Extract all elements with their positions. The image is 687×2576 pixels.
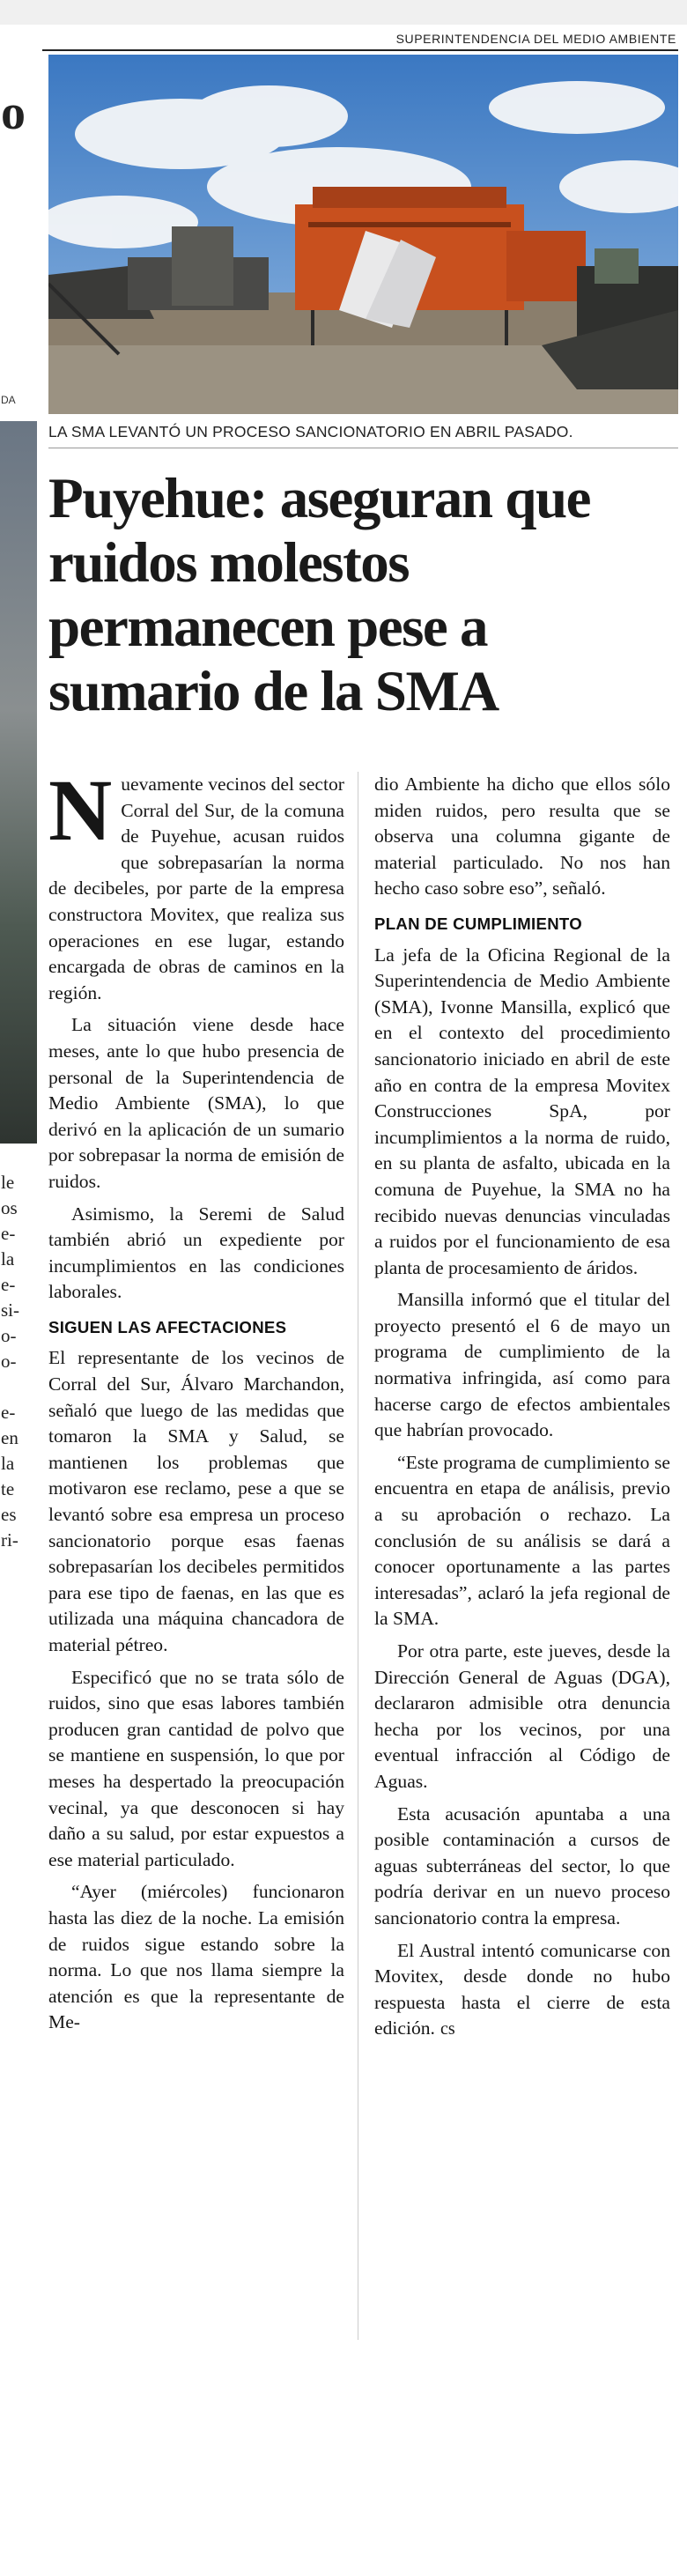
paragraph: La situación viene desde hace meses, ante lo que hubo presencia de personal de la Superintendencia de Medio Ambiente (SMA), lo que derivó en la aplicación de un sumario por sobrepasar la norma de emisión de ruidos. xyxy=(48,1014,344,1192)
article-column-2 xyxy=(374,772,670,2049)
fragment-line: es xyxy=(1,1504,17,1525)
fragment-line: te xyxy=(1,1478,15,1499)
paragraph xyxy=(48,761,344,1006)
paragraph-text: El Austral intentó comunicarse con Movitex, desde donde no hubo respuesta hasta el cierre de esta edición. xyxy=(374,1939,670,2039)
paragraph: “Este programa de cumplimiento se encuentra en etapa de análisis, previo a su aprobación o rechazo. La conclusión de su análisis se dará a conocer oportunamente a las partes interesadas”, aclaró la jefa regional de la SMA. xyxy=(374,1451,670,1630)
asphalt-plant-illustration xyxy=(48,55,678,414)
subheading: PLAN DE CUMPLIMIENTO xyxy=(374,914,583,933)
drop-cap: N xyxy=(48,761,113,859)
paragraph: Esta acusación apuntaba a una posible contaminación a cursos de aguas subterráneas del sector, lo que podría derivar en un nuevo proceso sancionatorio contra la empresa. xyxy=(374,1802,670,1928)
article-headline: Puyehue: aseguran que ruidos molestos permanecen pese a sumario de la SMA xyxy=(48,467,590,723)
fragment-line: e- xyxy=(1,1402,16,1423)
fragment-line: la xyxy=(1,1453,15,1474)
section-label: SUPERINTENDENCIA DEL MEDIO AMBIENTE xyxy=(395,32,676,46)
fragment-caption: DA xyxy=(1,394,16,406)
paragraph: Especificó que no se trata sólo de ruidos, sino que esas labores también producen gran cantidad de polvo que se mantiene en suspensión, lo que por meses ha despertado la preocupación vecinal, ya que desconocen si hay daño a su salud, por estar expuestos a ese material particulado. xyxy=(48,1666,344,1870)
article-column-1 xyxy=(48,761,344,2042)
fragment-line: o- xyxy=(1,1325,17,1346)
fragment-line: ri- xyxy=(1,1529,18,1551)
photo-caption: LA SMA LEVANTÓ UN PROCESO SANCIONATORIO EN ABRIL PASADO. xyxy=(48,423,573,440)
fragment-line: en xyxy=(1,1427,18,1448)
previous-page-strip xyxy=(0,0,687,25)
subheading: SIGUEN LAS AFECTACIONES xyxy=(48,1317,287,1336)
paragraph: “Ayer (miércoles) funcionaron hasta las diez de la noche. La emisión de ruidos sigue estando sobre la norma. Lo que nos llama siempre la atención es que la representante de Me- xyxy=(48,1881,344,2033)
fragment-line: la xyxy=(1,1248,15,1269)
paragraph: El representante de los vecinos de Corral del Sur, Álvaro Marchandon, señaló que luego de las medidas que tomaron la SMA y Salud, se mantienen los problemas que motivaron ese reclamo, pese a que se levantó sobre esa empresa un proceso sancionatorio porque esas faenas sobrepasarían los decibeles permitidos para ese tipo de faenas, en las que es utilizada una máquina chancadora de material pétreo. xyxy=(48,1347,344,1655)
paragraph: Mansilla informó que el titular del proyecto presentó el 6 de mayo un programa de cumplimiento de la normativa infringida, así como para hacerse cargo de efectos ambientales que habrían provocado. xyxy=(374,1289,670,1441)
article-photo xyxy=(48,55,678,414)
fragment-line: le xyxy=(1,1172,15,1193)
paragraph: Por otra parte, este jueves, desde la Dirección General de Aguas (DGA), declararon admisible otra denuncia hecha por los vecinos, por una eventual infracción al Código de Aguas. xyxy=(374,1640,670,1792)
adjacent-article-fragment xyxy=(0,25,37,2576)
fragment-line: o- xyxy=(1,1351,17,1372)
fragment-headline-letter: o xyxy=(1,85,26,140)
fragment-line: si- xyxy=(1,1299,19,1321)
paragraph: Asimismo, la Seremi de Salud también abrió un expediente por incumplimientos en las condiciones laborales. xyxy=(48,1203,344,1303)
paragraph xyxy=(374,1938,670,2043)
fragment-line: e- xyxy=(1,1274,16,1295)
fragment-line: e- xyxy=(1,1223,16,1244)
end-mark-icon: cs xyxy=(440,2019,455,2039)
top-rule xyxy=(42,49,678,51)
fragment-line: os xyxy=(1,1197,18,1218)
paragraph: La jefa de la Oficina Regional de la Superintendencia de Medio Ambiente (SMA), Ivonne Mansilla, explicó que en el contexto del procedimiento sancionatorio iniciado en abril de este año en contra de la empresa Movitex Construcciones SpA, por incumplimientos a la norma de ruido, en su planta de asfalto, ubicada en la comuna de Puyehue, la SMA no ha recibido nuevas denuncias vinculadas a ruidos por el funcionamiento de esa planta de procesamiento de áridos. xyxy=(374,944,670,1278)
fragment-photo xyxy=(0,421,37,1144)
paragraph: dio Ambiente ha dicho que ellos sólo miden ruidos, pero resulta que se observa una columna gigante de material particulado. No nos han hecho caso sobre eso”, señaló. xyxy=(374,774,670,899)
paragraph-text: uevamente vecinos del sector Corral del Sur, de la comuna de Puyehue, acusan ruidos que sobrepasarían la norma de decibeles, por parte de la empresa constructora Movitex, que realiza sus operaciones en ese lugar, estando encargada de obras de caminos en la región. xyxy=(48,774,344,1003)
